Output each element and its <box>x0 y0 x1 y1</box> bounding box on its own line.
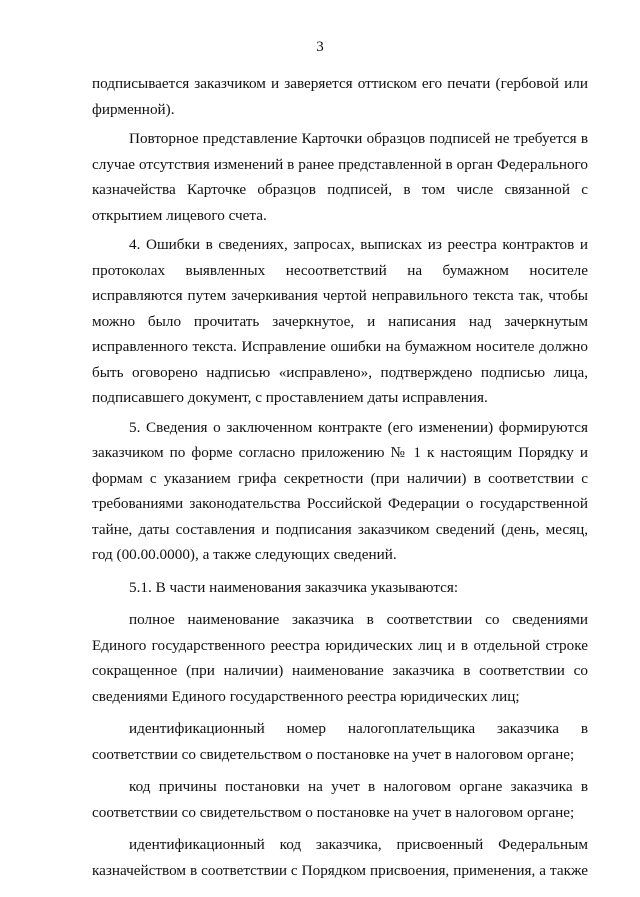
paragraph-item-5-1: 5.1. В части наименования заказчика указываются: <box>129 578 459 596</box>
paragraph-inn: идентификационный номер налогоплательщика заказчика в соответствии со свидетельством о постановке на учет в налоговом органе; <box>92 720 588 763</box>
document-body <box>92 71 588 883</box>
paragraph-continuation: подписывается заказчиком и заверяется оттиском его печати (гербовой или фирменной). <box>92 75 588 118</box>
paragraph-item-4: 4. Ошибки в сведениях, запросах, выписках из реестра контрактов и протоколах выявленных несоответствий на бумажном носителе исправляются путем зачеркивания чертой неправильного текста так, чтобы можно было прочитать зачеркнутое, и написания над зачеркнутым исправленного текста. Исправление ошибки на бумажном носителе должно быть оговорено надписью «исправлено», подтверждено подписью лица, подписавшего документ, с проставлением даты исправления. <box>92 236 588 406</box>
page-number: 3 <box>316 39 324 55</box>
paragraph-signature-card: Повторное представление Карточки образцов подписей не требуется в случае отсутствия изменений в ранее представленной в орган Федерального казначейства Карточке образцов подписей, в том числе связанной с открытием лицевого счета. <box>92 130 588 224</box>
paragraph-customer-code: идентификационный код заказчика, присвоенный Федеральным казначейством в соответствии с Порядком присвоения, применения, а также <box>92 836 588 879</box>
paragraph-full-name: полное наименование заказчика в соответствии со сведениями Единого государственного реестра юридических лиц и в отдельной строке сокращенное (при наличии) наименование заказчика в соответствии со сведениями Единого государственного реестра юридических лиц; <box>92 611 588 705</box>
paragraph-item-5: 5. Сведения о заключенном контракте (его изменении) формируются заказчиком по форме согласно приложению № 1 к настоящим Порядку и формам с указанием грифа секретности (при наличии) в соответствии с требованиями законодательства Российской Федерации о государственной тайне, даты составления и подписания заказчиком сведений (день, месяц, год (00.00.0000), а также следующих сведений. <box>92 418 588 563</box>
paragraph-kpp: код причины постановки на учет в налоговом органе заказчика в соответствии со свидетельством о постановке на учет в налоговом органе; <box>92 778 588 821</box>
